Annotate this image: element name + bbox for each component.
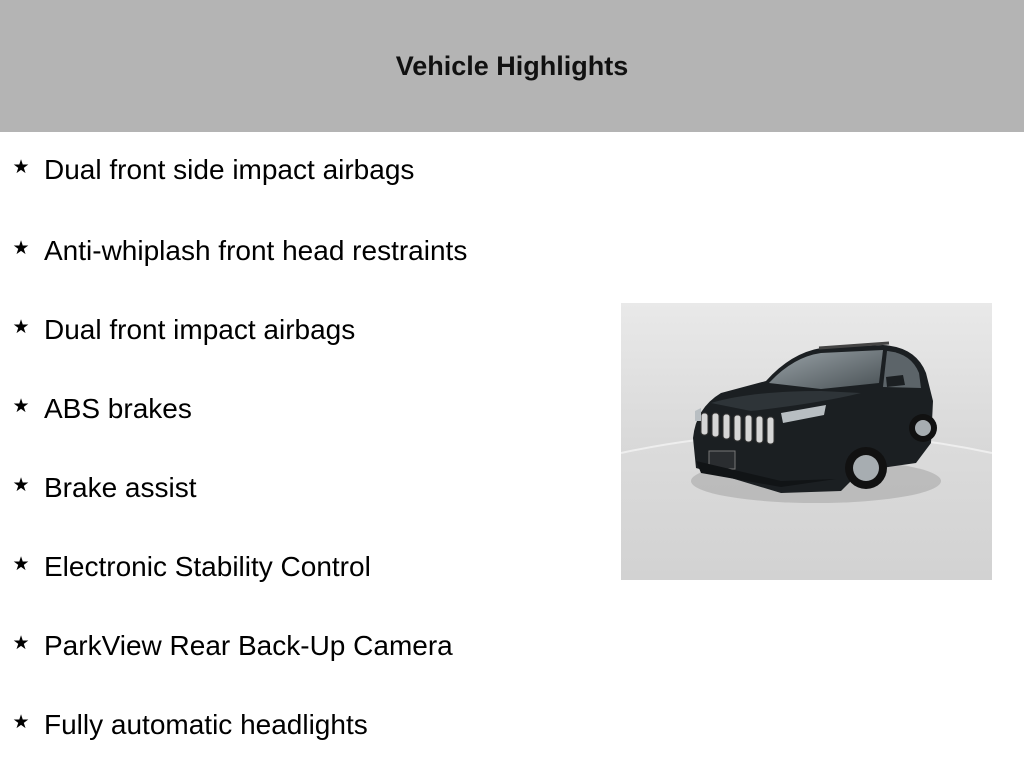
- list-item: [0, 685, 600, 764]
- highlight-label: ParkView Rear Back-Up Camera: [44, 630, 453, 661]
- star-icon: ★: [12, 238, 30, 259]
- star-icon: ★: [12, 396, 30, 417]
- list-item: [0, 448, 600, 527]
- list-item: [0, 527, 600, 606]
- list-item: [0, 606, 600, 685]
- vehicle-photo: [621, 303, 992, 580]
- list-item: [0, 211, 600, 290]
- star-icon: ★: [12, 554, 30, 575]
- list-item: [0, 290, 600, 369]
- highlight-label: Dual front impact airbags: [44, 314, 356, 345]
- highlight-label: ABS brakes: [44, 393, 192, 424]
- header-bar: [0, 0, 1024, 132]
- highlight-label: Electronic Stability Control: [44, 551, 371, 582]
- star-icon: ★: [12, 633, 30, 654]
- highlight-label: Brake assist: [44, 472, 197, 503]
- highlight-label: Dual front side impact airbags: [44, 154, 415, 185]
- page-title: Vehicle Highlights: [395, 50, 629, 81]
- highlight-label: Anti-whiplash front head restraints: [44, 235, 468, 266]
- star-icon: ★: [12, 712, 30, 733]
- star-icon: ★: [12, 475, 30, 496]
- list-item: [0, 369, 600, 448]
- star-icon: ★: [12, 157, 30, 178]
- list-item: [0, 132, 600, 211]
- highlight-label: Fully automatic headlights: [44, 709, 368, 740]
- highlights-list: [0, 132, 600, 764]
- star-icon: ★: [12, 317, 30, 338]
